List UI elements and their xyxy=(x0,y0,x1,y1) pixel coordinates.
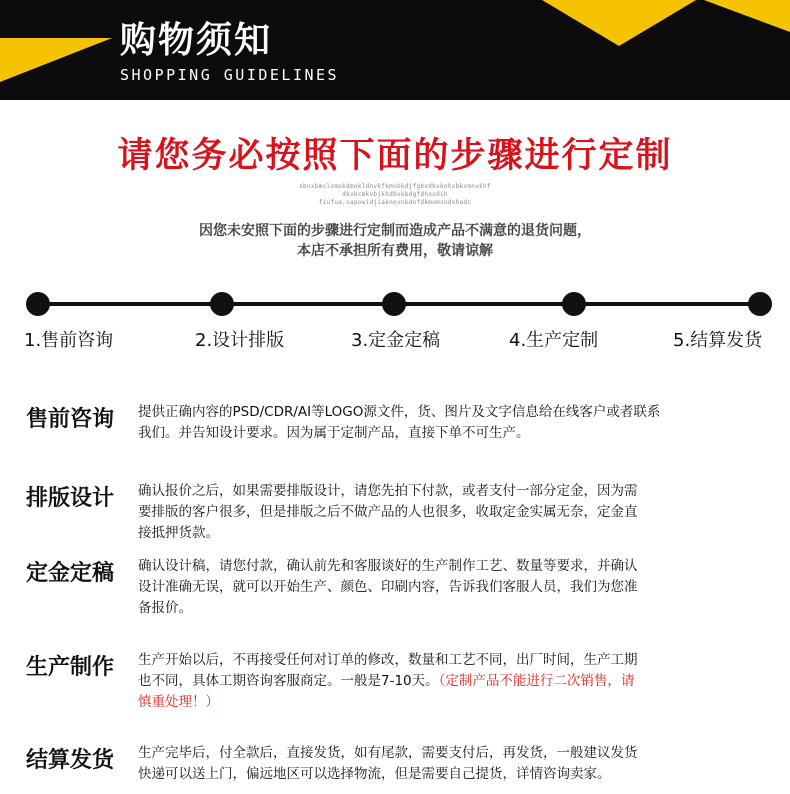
section-title-deposit-confirm: 定金定稿 xyxy=(26,561,115,586)
section-title-presale: 售前咨询 xyxy=(26,407,115,432)
header-banner xyxy=(0,0,790,100)
section-line: 生产完毕后，付全款后，直接发货，如有尾款，需要支付后，再发货，一般建议发货 xyxy=(138,745,638,761)
section-line: 我们。并告知设计要求。因为属于定制产品，直接下单不可生产。 xyxy=(138,425,530,441)
decorative-text-line-1: sbnxbmclxmokdmokldnvkfkmvbkdjfgbvdbvkohxbkvmnvkhf xyxy=(299,183,491,190)
section-line xyxy=(138,671,762,692)
notice-line-1: 因您未安照下面的步骤进行定制而造成产品不满意的退货问题， xyxy=(199,223,591,239)
step-label-2: 2.设计排版 xyxy=(195,330,285,351)
section-body-production xyxy=(138,650,762,713)
step-label-5: 5.结算发货 xyxy=(673,330,763,351)
section-title-production: 生产制作 xyxy=(26,655,115,680)
yellow-corner-triangle xyxy=(704,0,790,32)
page-title: 购物须知 xyxy=(120,20,273,61)
page-subtitle: SHOPPING GUIDELINES xyxy=(120,66,340,84)
section-line: 确认设计稿，请您付款，确认前先和客服谈好的生产制作工艺、数量等要求，并确认 xyxy=(138,558,638,574)
timeline-dot-1 xyxy=(26,292,50,316)
section-title-settlement-shipping: 结算发货 xyxy=(26,748,115,773)
section-body-presale xyxy=(138,402,762,444)
notice-line-2: 本店不承担所有费用，敬请谅解 xyxy=(297,243,493,259)
section-title-layout-design: 排版设计 xyxy=(26,486,115,511)
timeline-dot-2 xyxy=(210,292,234,316)
section-body-deposit-confirm xyxy=(138,556,762,619)
yellow-top-triangle xyxy=(542,0,696,46)
timeline-dot-5 xyxy=(748,292,772,316)
header-decoration xyxy=(0,0,790,100)
section-body-layout-design xyxy=(138,481,762,544)
main-headline: 请您务必按照下面的步骤进行定制 xyxy=(117,136,673,176)
step-label-3: 3.定金定稿 xyxy=(351,330,441,351)
section-line: 生产开始以后，不再接受任何对订单的修改，数量和工艺不同，出厂时间，生产工期 xyxy=(138,652,638,668)
step-label-1: 1.售前咨询 xyxy=(24,330,114,351)
timeline-dot-3 xyxy=(382,292,406,316)
warning-text: （定制产品不能进行二次销售，请 xyxy=(438,673,635,689)
section-line: 快递可以送上门，偏远地区可以选择物流，但是需要自己提货，详情咨询卖家。 xyxy=(138,766,611,782)
section-line: 备报价。 xyxy=(138,600,192,616)
section-line: 提供正确内容的PSD/CDR/AI等LOGO源文件，货、图片及文字信息给在线客户或者联系 xyxy=(138,404,661,420)
section-line: 接抵押货款。 xyxy=(138,525,219,541)
timeline-dot-4 xyxy=(562,292,586,316)
section-line: 要排版的客户很多，但是排版之后不做产品的人也很多，收取定金实属无奈，定金直 xyxy=(138,504,638,520)
decorative-text-line-2: dkvbcmkvbjkhdbvkbdgfdhoudih xyxy=(342,191,448,198)
warning-text-continued: 慎重处理！） xyxy=(138,694,219,710)
section-body-settlement-shipping xyxy=(138,743,762,785)
step-label-4: 4.生产定制 xyxy=(509,330,599,351)
section-line: 设计准确无误，就可以开始生产、颜色、印刷内容，告诉我们客服人员，我们为您准 xyxy=(138,579,638,595)
section-line-text: 也不同，具体工期咨询客服商定。一般是7-10天。 xyxy=(138,673,439,689)
decorative-text-line-3: fiufua,oapowidjiaknovnkdnfdkmomxndshadc xyxy=(318,199,472,206)
section-line: 确认报价之后，如果需要排版设计，请您先拍下付款，或者支付一部分定金，因为需 xyxy=(138,483,638,499)
yellow-left-triangle xyxy=(0,38,112,82)
